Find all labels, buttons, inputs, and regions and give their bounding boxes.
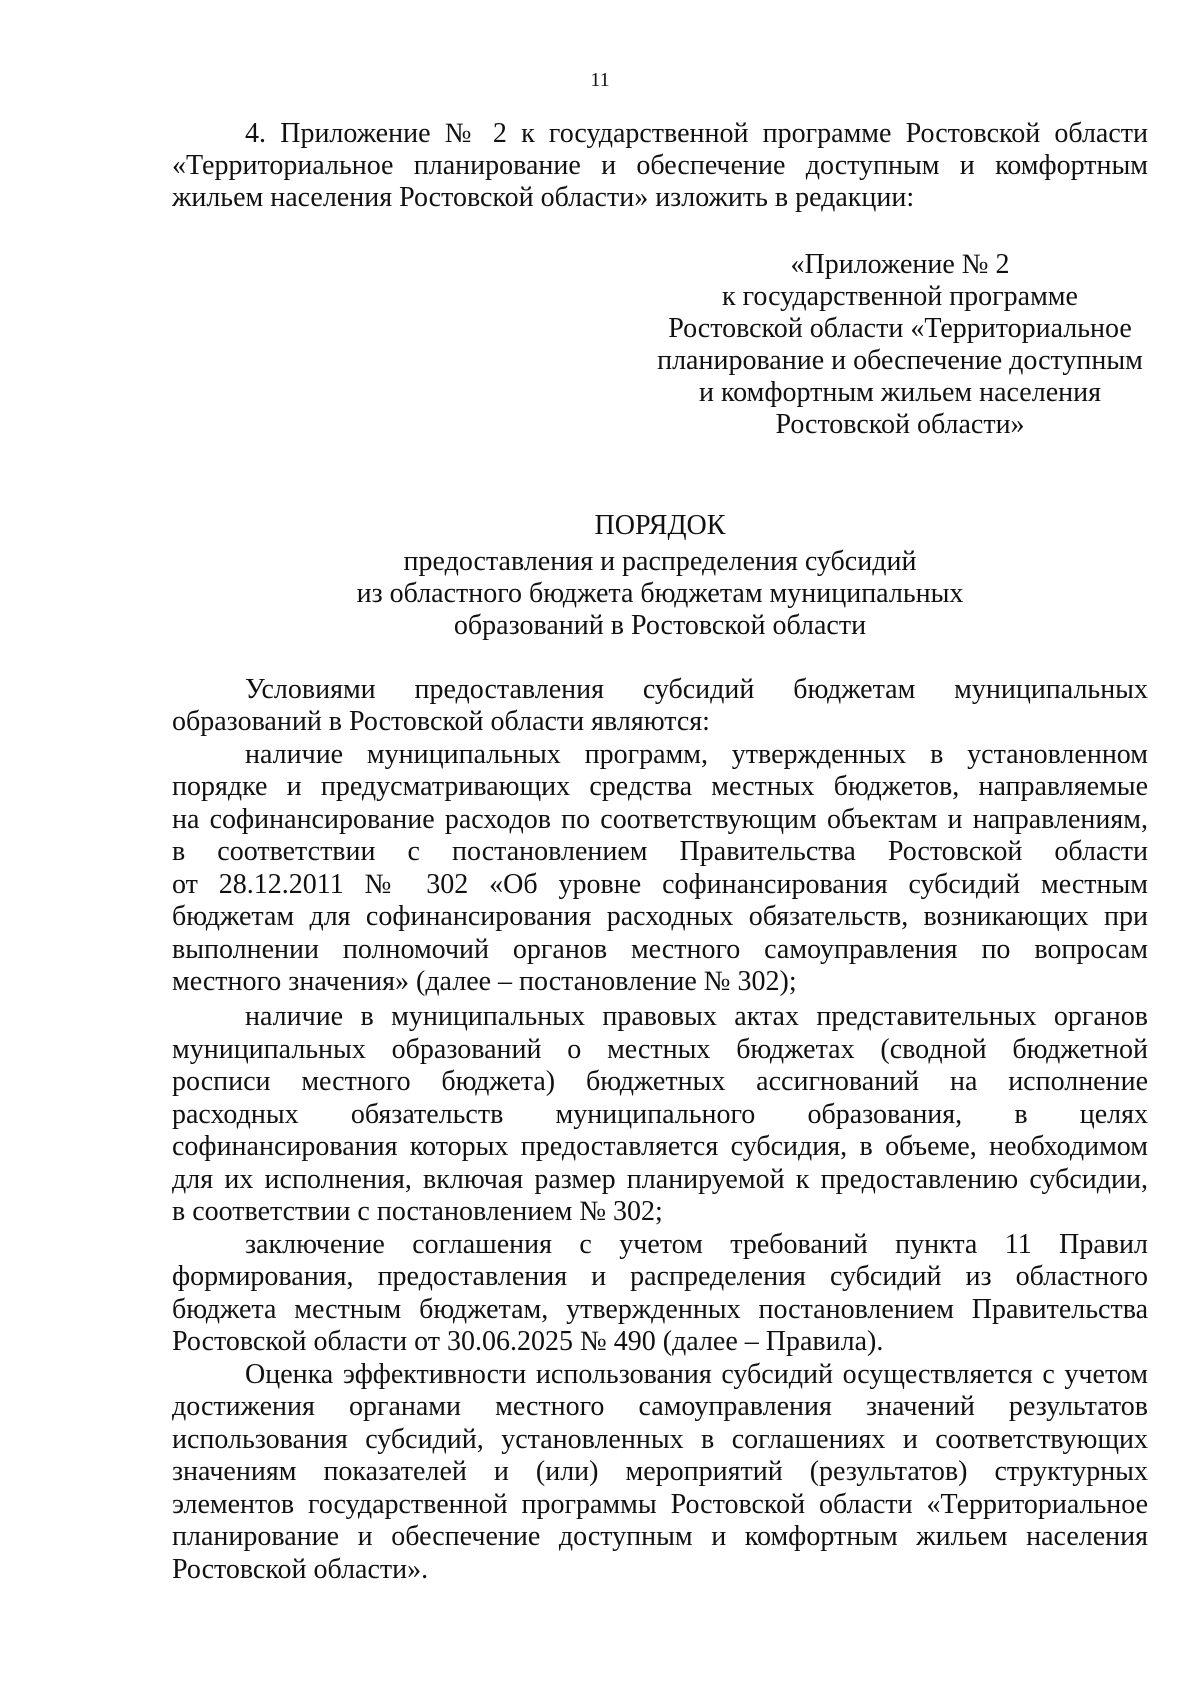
body-line: заключение соглашения с учетом требований пункта 11 Правил [245,1229,1148,1260]
body-line: планирование и обеспечение доступным и комфортным жильем населения [172,1521,1148,1552]
body-line: формирования, предоставления и распределения субсидий из областного [172,1261,1148,1292]
body-line: для их исполнения, включая размер планируемой к предоставлению субсидии, [172,1164,1148,1195]
body-line: бюджета местным бюджетам, утвержденных постановлением Правительства [172,1294,1148,1325]
body-line: значениям показателей и (или) мероприятий (результатов) структурных [172,1456,1148,1487]
document-subtitle-line: предоставления и распределения субсидий [403,546,917,577]
body-line: достижения органами местного самоуправления значений результатов [172,1391,1148,1422]
body-line: софинансирования которых предоставляется субсидия, в объеме, необходимом [172,1131,1148,1162]
body-line: в соответствии с постановлением № 302; [172,1196,663,1227]
body-line: наличие муниципальных программ, утвержденных в установленном [245,739,1148,770]
document-subtitle-line: из областного бюджета бюджетам муниципальных [356,578,964,609]
body-line: Условиями предоставления субсидий бюджетам муниципальных [245,674,1148,705]
body-line: муниципальных образований о местных бюджетах (сводной бюджетной [172,1034,1148,1065]
body-line: использования субсидий, установленных в соглашениях и соответствующих [172,1424,1148,1455]
body-line: на софинансирование расходов по соответствующим объектам и направлениям, [172,804,1148,835]
body-line: Ростовской области». [172,1554,429,1585]
body-line: элементов государственной программы Ростовской области «Территориальное [172,1489,1148,1520]
document-title: ПОРЯДОК [594,510,726,541]
intro-line: жильем населения Ростовской области» изложить в редакции: [172,182,915,213]
body-line: бюджетам для софинансирования расходных обязательств, возникающих при [172,901,1148,932]
body-line: в соответствии с постановлением Правительства Ростовской области [172,836,1148,867]
body-line: местного значения» (далее – постановление № 302); [172,966,797,997]
page-number: 11 [590,69,610,91]
appendix-header-line: к государственной программе [722,281,1078,312]
appendix-header-line: «Приложение № 2 [790,249,1010,280]
appendix-header-line: Ростовской области «Территориальное [668,313,1132,344]
appendix-header-line: и комфортным жильем населения [699,377,1101,408]
body-line: Оценка эффективности использования субсидий осуществляется с учетом [245,1359,1148,1390]
document-subtitle-line: образований в Ростовской области [453,610,867,641]
appendix-header-line: планирование и обеспечение доступным [657,345,1143,376]
body-line: от 28.12.2011 № 302 «Об уровне софинансирования субсидий местным [172,869,1148,900]
intro-line: «Территориальное планирование и обеспечение доступным и комфортным [172,150,1148,181]
body-line: выполнении полномочий органов местного самоуправления по вопросам [172,934,1148,965]
body-line: порядке и предусматривающих средства местных бюджетов, направляемые [172,771,1148,802]
body-line: наличие в муниципальных правовых актах представительных органов [245,1001,1148,1032]
body-line: Ростовской области от 30.06.2025 № 490 (далее – Правила). [172,1326,884,1357]
intro-line: 4. Приложение № 2 к государственной программе Ростовской области [245,118,1148,149]
body-line: расходных обязательств муниципального образования, в целях [172,1099,1148,1130]
body-line: росписи местного бюджета) бюджетных ассигнований на исполнение [172,1066,1148,1097]
appendix-header-line: Ростовской области» [775,409,1025,440]
body-line: образований в Ростовской области являются: [172,706,710,737]
